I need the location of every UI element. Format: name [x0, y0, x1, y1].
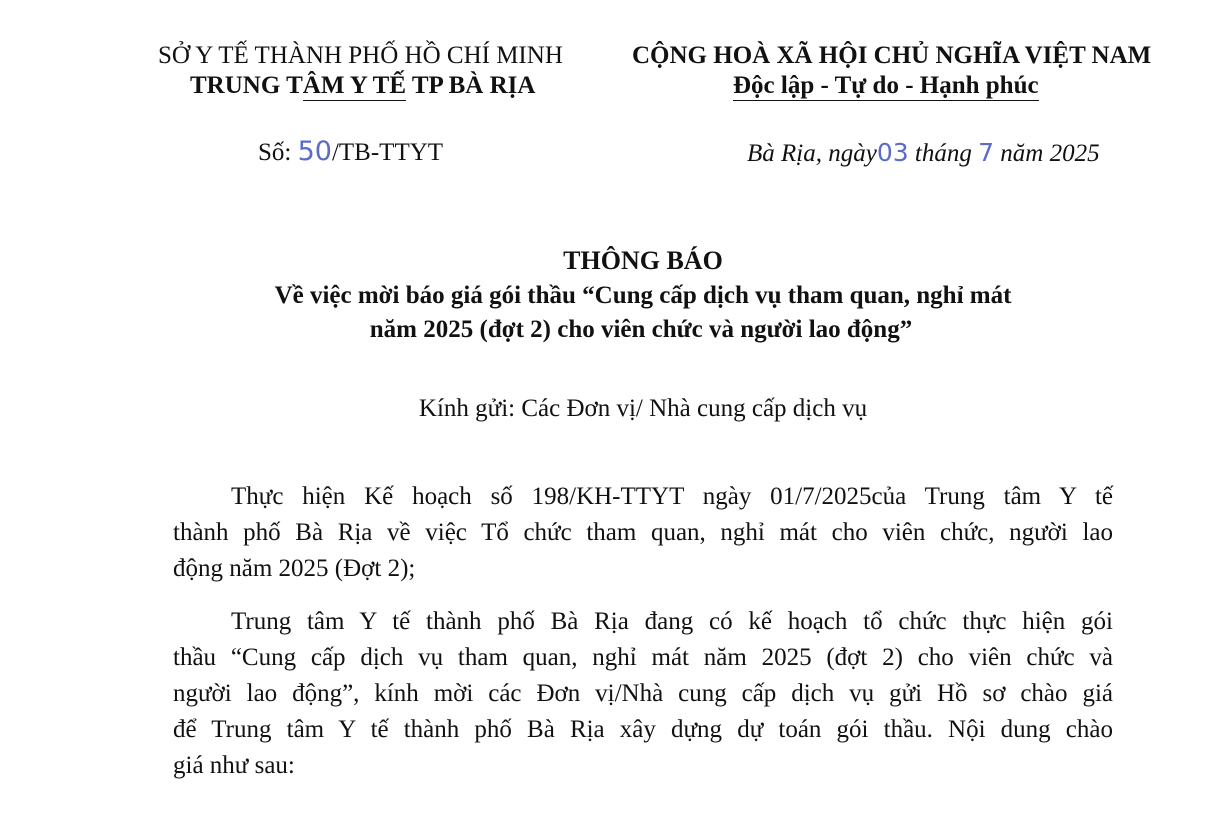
date-year: năm 2025	[1000, 140, 1100, 167]
paragraph-line: giá như sau:	[173, 752, 295, 779]
national-motto-text: Độc lập - Tự do - Hạnh phúc	[733, 72, 1039, 99]
issuing-agency	[190, 72, 535, 100]
date-prefix: Bà Rịa, ngày	[747, 140, 877, 167]
national-title: CỘNG HOÀ XÃ HỘI CHỦ NGHĨA VIỆT NAM	[632, 42, 1152, 69]
document-number-prefix: Số:	[258, 139, 298, 166]
paragraph-line: người lao động”, kính mời các Đơn vị/Nhà cung cấp dịch vụ gửi Hồ sơ chào giá	[173, 680, 1113, 707]
national-motto	[733, 72, 1039, 100]
date-day-handwritten: 03	[876, 138, 909, 167]
date-month-handwritten: 7	[978, 138, 995, 167]
recipient-line: Kính gửi: Các Đơn vị/ Nhà cung cấp dịch vụ	[418, 395, 868, 422]
date-month-label: tháng	[914, 140, 972, 167]
paragraph-line: động năm 2025 (Đợt 2);	[173, 555, 416, 582]
document-date	[747, 138, 1100, 168]
document-number-suffix: /TB-TTYT	[331, 139, 444, 166]
paragraph-line: thầu “Cung cấp dịch vụ tham quan, nghỉ mát năm 2025 (đợt 2) cho viên chức và	[173, 644, 1113, 671]
paragraph-1	[173, 479, 1113, 587]
document-number	[258, 136, 443, 167]
notice-title: THÔNG BÁO	[563, 246, 723, 275]
issuing-agency-part1: TRUNG T	[190, 72, 303, 99]
issuing-agency-parent: SỞ Y TẾ THÀNH PHỐ HỒ CHÍ MINH	[158, 42, 563, 69]
paragraph-line: Trung tâm Y tế thành phố Bà Rịa đang có kế hoạch tổ chức thực hiện gói	[231, 608, 1113, 635]
issuing-agency-part3: TP BÀ RỊA	[406, 72, 536, 99]
paragraph-line: Thực hiện Kế hoạch số 198/KH-TTYT ngày 01/7/2025của Trung tâm Y tế	[231, 483, 1113, 510]
notice-subject-line2: năm 2025 (đợt 2) cho viên chức và người lao động”	[369, 316, 913, 343]
issuing-agency-underlined: ÂM Y TẾ	[302, 72, 407, 99]
document-number-handwritten: 50	[297, 136, 332, 167]
paragraph-2	[173, 604, 1113, 784]
paragraph-line: để Trung tâm Y tế thành phố Bà Rịa xây dựng dự toán gói thầu. Nội dung chào	[173, 716, 1113, 743]
paragraph-line: thành phố Bà Rịa về việc Tổ chức tham quan, nghỉ mát cho viên chức, người lao	[173, 519, 1113, 546]
notice-subject-line1: Về việc mời báo giá gói thầu “Cung cấp dịch vụ tham quan, nghỉ mát	[274, 282, 1012, 309]
